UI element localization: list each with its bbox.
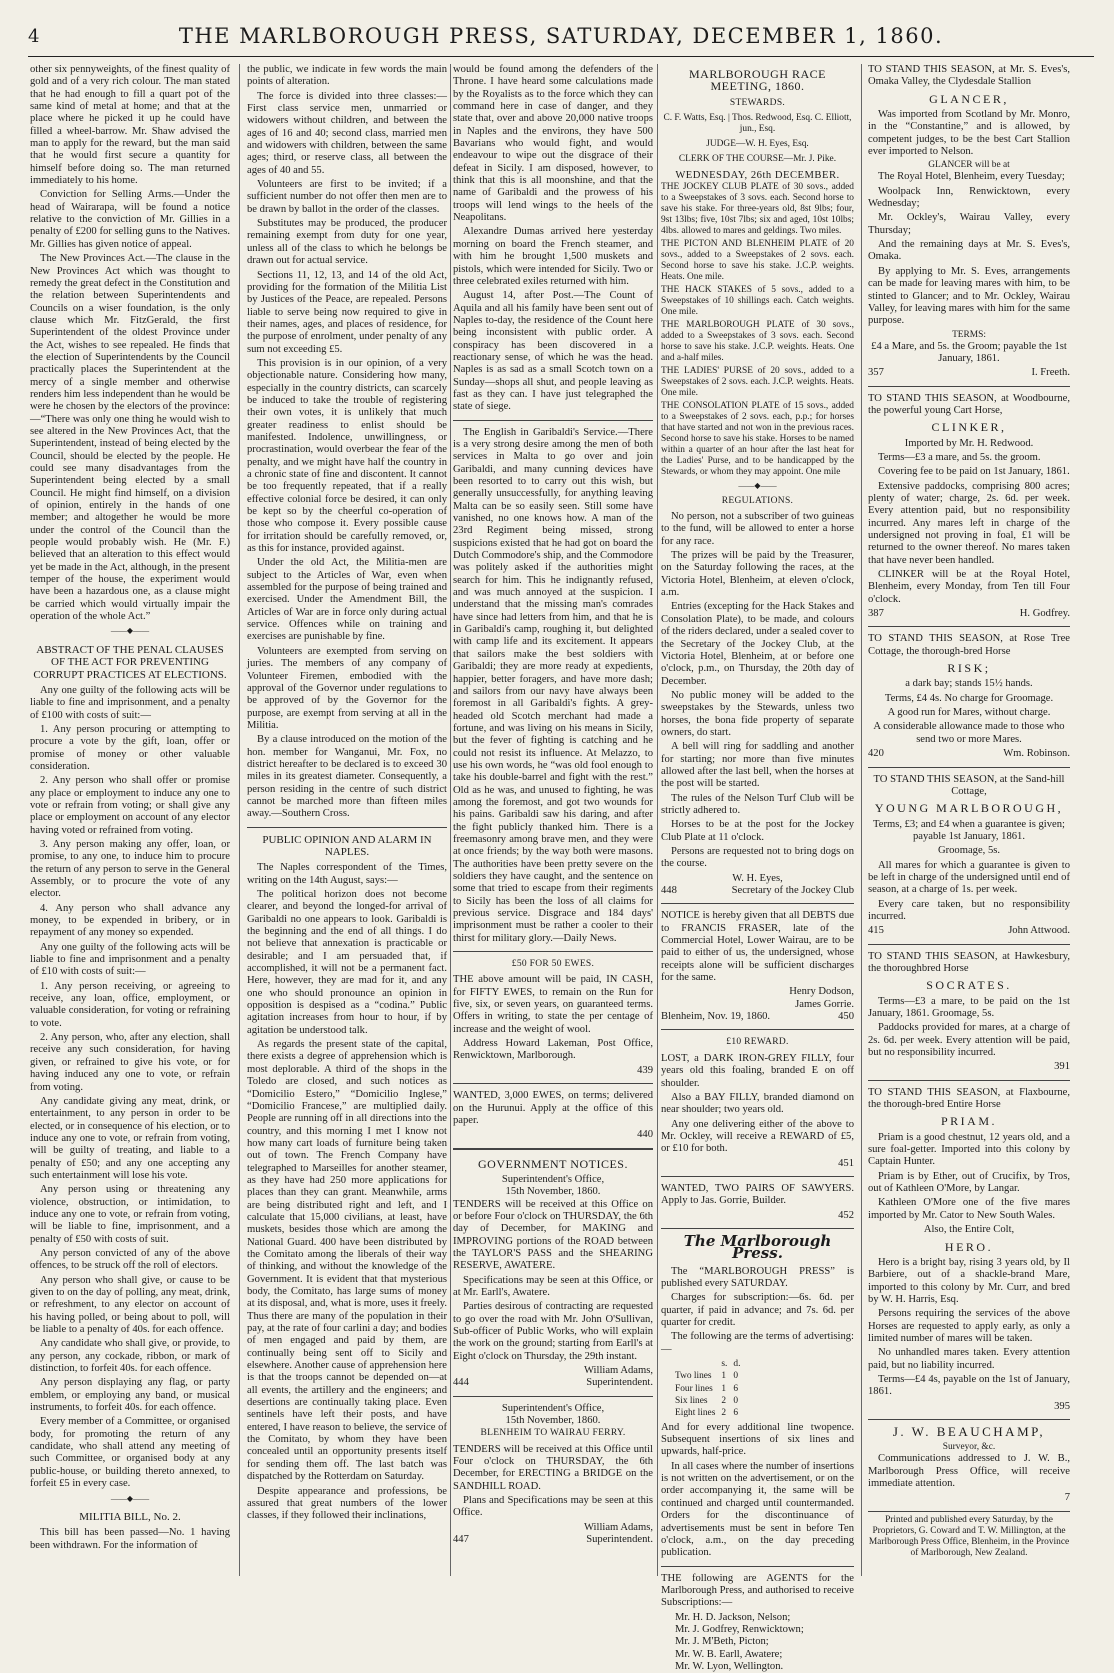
advert-footer <box>868 925 1070 937</box>
advert-heading: £10 REWARD. <box>726 1037 789 1048</box>
paragraph: Every member of a Committee, or organised body, for promoting the return of any candidate, who shall attend any meeting of such Committee, or organised body at any public-house, or building thereto annexed, to forfeit £5 in every case. <box>30 1416 230 1490</box>
paragraph: Imported by Mr. H. Redwood. <box>904 437 1034 449</box>
table-row <box>675 1395 746 1407</box>
advert-footer <box>868 608 1070 620</box>
advert-footer <box>868 367 1070 379</box>
horse-name: RISK; <box>947 661 991 676</box>
separator <box>868 386 1070 387</box>
separator <box>453 1148 653 1152</box>
paragraph: 2. Any person, who, after any election, shall receive any such consideration, for having given, or refrained to give his vote, or for having induced any one to vote, or refrain from voting. <box>30 1032 230 1093</box>
notice-body: TENDERS will be received at this Office until Four o'clock on THURSDAY, the 6th December, for ERECTING a BRIDGE on the SANDHILL ROAD. <box>453 1443 653 1492</box>
paragraph: In all cases where the number of insertions is not written on the advertisement, or on the order accompanying it, the same will be continued and charged until countermanded. Orders for the discontinuance of advertisements must be sent in before Ten o'clock, a.m., on the day preceding publication. <box>661 1460 854 1559</box>
paragraph: And the remaining days at Mr. S. Eves's, Omaka. <box>868 239 1070 263</box>
advert-intro: TO STAND THIS SEASON, at Hawkesbury, the thoroughbred Horse <box>868 950 1070 974</box>
advert-number: 440 <box>637 1129 653 1141</box>
rate-shillings: 2 <box>721 1408 727 1419</box>
judge-line: JUDGE—W. H. Eyes, Esq. <box>706 139 809 150</box>
notice-role: Superintendent. <box>586 1534 653 1546</box>
race-day: WEDNESDAY, 26th DECEMBER. <box>675 170 840 182</box>
horse-name: CLINKER, <box>931 420 1007 435</box>
paragraph: The following are the terms of advertising:— <box>661 1331 854 1355</box>
advert-body: NOTICE is hereby given that all DEBTS due to FRANCIS FRASER, late of the Commercial Hotel, Lower Wairau, are to be paid to either of us, the undersigned, whose receipts alone will be sufficient discharges for the same. <box>661 910 854 984</box>
clerk-line: CLERK OF THE COURSE—Mr. J. Pike. <box>678 154 837 165</box>
notice-office: Superintendent's Office, <box>501 1173 605 1185</box>
separator <box>453 1083 653 1084</box>
paragraph: A good run for Mares, without charge. <box>887 707 1051 719</box>
advert-date: Blenheim, Nov. 19, 1860. <box>661 1011 771 1023</box>
paragraph: Hero is a bright bay, rising 3 years old, by Il Barbiere, out of a shackle-brand Mare, imported to this colony by Mr. Curr, and bred by W. H. Harris, Esq. <box>868 1256 1070 1305</box>
advert-body: WANTED, TWO PAIRS OF SAWYERS. Apply to Jas. Gorrie, Builder. <box>661 1182 854 1207</box>
paragraph: And for every additional line twopence. Subsequent insertions of six lines and upwards, half-price. <box>661 1421 854 1458</box>
advert-body: WANTED, 3,000 EWES, on terms; delivered on the Hurunui. Apply at the office of this paper. <box>453 1090 653 1126</box>
paragraph: Priam is by Ether, out of Crucifix, by Tros, out of Kathleen O'More, by Langar. <box>868 1170 1070 1195</box>
regulations-heading: REGULATIONS. <box>721 495 794 506</box>
regulation: The rules of the Nelson Turf Club will be strictly adhered to. <box>661 792 854 816</box>
paragraph: Any person displaying any flag, or party emblem, or employing any band, or musical instruments, to forfeit 40s. for each offence. <box>30 1377 230 1414</box>
advert-body: Also a BAY FILLY, branded diamond on near shoulder; two years old. <box>661 1091 854 1116</box>
paragraph: Any one guilty of the following acts will be liable to fine and imprisonment, and a penalty of £100 with costs of suit:— <box>30 684 230 721</box>
separator <box>453 951 653 952</box>
page-header <box>28 18 1094 57</box>
regulation: The prizes will be paid by the Treasurer, on the Saturday following the races, at the Victoria Hotel, Blenheim, at eleven o'clock, a.m. <box>661 550 854 599</box>
signatory-role: Secretary of the Jockey Club <box>731 885 854 897</box>
page-number: 4 <box>28 26 40 47</box>
signature: I. Freeth. <box>1031 367 1070 379</box>
separator <box>453 420 653 421</box>
advert-number: 451 <box>838 1157 854 1169</box>
paragraph: Extensive paddocks, comprising 800 acres; plenty of water; charge, 2s. 6d. per week. Every attention paid, but no responsibility incurred. Any mares left in charge of the undersigned not proving in foal, £1 will be returned to the owner thereof. No mares taken that have never been handled. <box>868 480 1070 566</box>
column-rule <box>861 64 862 1576</box>
paragraph: 1. Any person procuring or attempting to procure a vote by the gift, loan, offer or promise of money or other valuable consideration. <box>30 723 230 772</box>
article-title: ABSTRACT OF THE PENAL CLAUSES OF THE ACT FOR PREVENTING CORRUPT PRACTICES AT ELECTIONS. <box>33 643 227 681</box>
advert-intro: TO STAND THIS SEASON, at Rose Tree Cottage, the thorough-bred Horse <box>868 633 1070 657</box>
notice-footer <box>453 1534 653 1546</box>
paragraph: a dark bay; stands 15½ hands. <box>905 678 1033 690</box>
paragraph: THE following are AGENTS for the Marlborough Press, and authorised to receive Subscriptions:— <box>661 1572 854 1609</box>
signature: Wm. Robinson. <box>1003 748 1070 760</box>
separator <box>661 1228 854 1229</box>
horse-name: GLANCER, <box>929 91 1009 106</box>
paragraph: 2. Any person who shall offer or promise any place or employment to induce any one to vote or refrain from voting; or shall give any place or employment on account of any elector having voted or refrained from voting. <box>30 775 230 836</box>
advert-number: 448 <box>661 885 677 897</box>
agent-item: Mr. H. D. Jackson, Nelson; <box>675 1611 791 1623</box>
advert-number: 452 <box>838 1209 854 1221</box>
section-title: GOVERNMENT NOTICES. <box>478 1156 628 1171</box>
agent-item: Mr. J. M'Beth, Picton; <box>675 1636 769 1648</box>
separator <box>868 1080 1070 1081</box>
regulation: No person, not a subscriber of two guineas to the fund, will be allowed to enter a horse for any race. <box>661 511 854 547</box>
advert-body: THE above amount will be paid, IN CASH, for FIFTY EWES, to remain on the Run for five, six, or seven years, on guaranteed terms. Offers in writing, to state the per centage of increase and the weight of wool. <box>453 974 653 1035</box>
separator <box>868 767 1070 768</box>
rate-shillings: 2 <box>721 1396 727 1407</box>
paragraph: Conviction for Selling Arms.—Under the head of Wairarapa, will be found a notice relative to the conviction of Mr. Gillies in a penalty of £200 for selling guns to the Natives. Mr. Gillies has given notice of appeal. <box>30 189 230 250</box>
masthead: THE MARLBOROUGH PRESS, SATURDAY, DECEMBER 1, 1860. <box>178 24 944 48</box>
advert-number: 439 <box>637 1064 653 1076</box>
paragraph: 3. Any person making any offer, loan, or promise, to any one, to induce him to procure the return of any person to serve in the General Assembly, or to procure the vote of any elector. <box>30 838 230 900</box>
advert-body: LOST, a DARK IRON-GREY FILLY, four years old this foaling, branded E on off shoulder. <box>661 1052 854 1089</box>
paragraph: Kathleen O'More one of the five mares imported by Mr. Cator to New South Wales. <box>868 1197 1070 1221</box>
advert-footer <box>661 885 854 897</box>
separator <box>868 626 1070 627</box>
paragraph: Any person convicted of any of the above offences, to be struck off the roll of electors. <box>30 1247 230 1272</box>
paragraph: Priam is a good chestnut, 12 years old, and a sure foal-getter. Imported into this colony by Captain Hunter. <box>868 1131 1070 1168</box>
separator <box>868 944 1070 945</box>
advert-number: 391 <box>1054 1061 1070 1073</box>
advertiser-role: Surveyor, &c. <box>942 1442 996 1453</box>
printer-imprint: Printed and published every Saturday, by the Proprietors, G. Coward and T. W. Millington, at the Marlborough Press Office, Blenheim, in the Province of Marlborough, New Zealand. <box>868 1511 1070 1559</box>
paragraph: Terms, £3; and £4 when a guarantee is given; payable 1st January, 1861. <box>873 818 1065 842</box>
article-title: MILITIA BILL, No. 2. <box>79 1510 181 1523</box>
column-rule <box>657 64 658 1576</box>
paragraph: A considerable allowance made to those who send two or more Mares. <box>873 721 1065 745</box>
advert-heading: £50 FOR 50 EWES. <box>511 959 595 970</box>
agent-item: Mr. J. Godfrey, Renwicktown; <box>675 1623 804 1635</box>
notice-body: Specifications may be seen at this Office, or at Mr. Earll's, Awatere. <box>453 1274 653 1298</box>
advert-footer <box>868 748 1070 760</box>
paragraph: Paddocks provided for mares, at a charge of 2s. 6d. per week. Every attention will be paid, but no responsibility incurred. <box>868 1022 1070 1059</box>
paragraph: Mr. Ockley's, Wairau Valley, every Thursday; <box>868 212 1070 236</box>
rate-shillings: 1 <box>721 1383 727 1394</box>
paragraph: Charges for subscription:—6s. 6d. per quarter, if paid in advance; and 7s. 6d. per quarter for credit. <box>661 1292 854 1328</box>
paragraph: CLINKER will be at the Royal Hotel, Blenheim, every Monday, from Ten till Four o'clock. <box>868 569 1070 605</box>
race-entry: THE LADIES' PURSE of 20 sovs., added to a Sweepstakes of 2 sovs. each. J.C.P. weights. Heats. One mile. <box>661 366 854 399</box>
notice-date: 15th November, 1860. <box>505 1186 601 1198</box>
regulation: No public money will be added to the sweepstakes by the Stewards, unless two horses, the bona fide property of separate owners, do start. <box>661 689 854 738</box>
paragraph: Covering fee to be paid on 1st January, 1861. <box>878 466 1070 478</box>
paragraph: the public, we indicate in few words the main points of alteration. <box>247 64 447 88</box>
paragraph: The political horizon does not become clearer, and beyond the longed-for arrival of Garibaldi no one appears to look. Garibaldi is the beginning and the end of all things. I do not believe that annexation is practicable or desirable; and I am persuaded that, if accomplished, it will not be a permanent fact. Here, however, they are mad for it, and any one who should pronounce an opinion in opposition is despised as a “codina.” Public agitation increases from hour to hour, if by agitation be understood talk. <box>247 889 447 1036</box>
advert-number: 450 <box>838 1011 854 1023</box>
horse-name: PRIAM. <box>940 1114 997 1129</box>
race-entry: THE PICTON AND BLENHEIM PLATE of 20 sovs., added to a Sweepstakes of 2 sovs. each. Second horse to save his stake. J.C.P. weights. Heats. One mile. <box>661 239 854 283</box>
paragraph: Was imported from Scotland by Mr. Monro, in the “Constantine,” and is allowed, by competent judges, to be the best Cart Stallion ever imported to Nelson. <box>868 109 1070 158</box>
notice-date: 15th November, 1860. <box>505 1415 601 1427</box>
agent-item: Mr. W. B. Earll, Awatere; <box>675 1648 783 1660</box>
column-5 <box>868 64 1070 1574</box>
signature: Henry Dodson, <box>789 986 854 998</box>
signature: John Attwood. <box>1008 925 1070 937</box>
advert-footer <box>661 1011 854 1023</box>
separator <box>661 903 854 904</box>
race-meeting-title: MARLBOROUGH RACE MEETING, 1860. <box>688 67 826 94</box>
horse-name: SOCRATES. <box>926 978 1012 993</box>
notice-role: Superintendent. <box>586 1377 653 1389</box>
column-rule <box>450 64 451 1576</box>
paragraph: Any person using or threatening any violence, obstruction, or intimidation, to induce any one to vote, or refrain from voting, will be liable to fine, imprisonment, and a penalty of £50 with costs of suit. <box>30 1184 230 1245</box>
paragraph: 1. Any person receiving, or agreeing to receive, any loan, office, employment, or valuable consideration, for voting or refraining to vote. <box>30 980 230 1029</box>
stewards-list: C. F. Watts, Esq. | Thos. Redwood, Esq. C. Elliott, jun., Esq. <box>663 113 852 135</box>
paragraph: The Naples correspondent of the Times, writing on the 14th August, says:— <box>247 862 447 886</box>
paragraph: 4. Any person who shall advance any money, to be expended in bribery, or in repayment of any money so expended. <box>30 902 230 939</box>
advert-body: Any one delivering either of the above to Mr. Ockley, will receive a REWARD of £5, or £10 for both. <box>661 1118 854 1155</box>
advert-address: Address Howard Lakeman, Post Office, Renwicktown, Marlborough. <box>453 1038 653 1062</box>
advert-number: 415 <box>868 925 884 937</box>
regulation: Persons are requested not to bring dogs on the course. <box>661 846 854 870</box>
press-title: The Marlborough Press. <box>683 1231 832 1263</box>
paragraph: This provision is in our opinion, of a very objectionable nature. Considering how many, especially in the country districts, can scarcely be induced to take the trouble of registering their own votes, it is unlikely that much greater readiness to enlist should be manifested. Indolence, unwillingness, or procrastination, would overbear the fear of the penalty, and we might have half the country in a chronic state of fine and discontent. It cannot be too frequently repeated, that if a really effective colonial force be desired, it can only be kept so by the cheerful co-operation of those who compose it. Every possible cause for irritation should be carefully removed, or, as this for instance, provided against. <box>247 357 447 555</box>
paragraph: By a clause introduced on the motion of the hon. member for Wanganui, Mr. Fox, no district hereafter to be declared is to exceed 30 miles in its greatest diameter. Consequently, a person residing in the centre of such district cannot be marched more than fifteen miles away.—Southern Cross. <box>247 734 447 820</box>
table-row <box>675 1383 746 1395</box>
notice-body: Parties desirous of contracting are requested to go over the road with Mr. John O'Sullivan, Sub-officer of Public Works, who will explain the work on the ground; starting from Earll's at Eight o'clock on Thursday, the 29th instant. <box>453 1301 653 1362</box>
paragraph: The “MARLBOROUGH PRESS” is published every SATURDAY. <box>661 1265 854 1289</box>
notice-signature: William Adams, <box>583 1365 653 1377</box>
paragraph: Any candidate who shall give, or provide, to any person, any cockade, ribbon, or mark of distinction, to forfeit 40s. for each offence. <box>30 1338 230 1375</box>
column-header: s. <box>721 1359 728 1370</box>
paragraph: Woolpack Inn, Renwicktown, every Wednesday; <box>868 185 1070 210</box>
paragraph: Any one guilty of the following acts will be liable to fine and imprisonment and a penalty of £10 with costs of suit:— <box>30 941 230 978</box>
paragraph: Terms—£3 a mare, and 5s. the groom. <box>878 451 1041 463</box>
separator: ——◆—— <box>738 481 777 491</box>
advert-number: 357 <box>868 367 884 379</box>
paragraph: Under the old Act, the Militia-men are subject to the Articles of War, even when assembled for the purpose of being trained and exercised. Under the Amendment Bill, the Articles of War are in force only during actual service. Offences while on training and exercises are punishable by fine. <box>247 557 447 643</box>
column-rule <box>239 64 240 1576</box>
rate-label: Six lines <box>675 1396 708 1407</box>
separator: ——◆—— <box>110 626 150 636</box>
paragraph: August 14, after Post.—The Count of Aquila and all his family have been sent out of Naples to-day, the residence of the Count here being inconsistent with public order. A conspiracy has been discovered in a reactionary sense, of which he was the head. Naples is as sad as a small Scotch town on a Sunday—shops all shut, and people leaving as fast as they can. I have just telegraphed the state of siege. <box>453 290 653 413</box>
paragraph: Terms—£3 a mare, to be paid on the 1st January, 1861. Groomage, 5s. <box>868 995 1070 1019</box>
paragraph: Terms—£4 4s, payable on the 1st of January, 1861. <box>868 1373 1070 1398</box>
paragraph: other six pennyweights, of the finest quality of gold and of a very rich colour. The man stated that he had enough to fill a quart pot of the same kind of metal at home; and that at the place where he picked it up he could have filled a wheel-barrow. Mr. Shaw advised the man to apply for the reward, but the man said that he would first secure a quantity for himself before doing so. The man returned immediately to his home. <box>30 64 230 187</box>
signature: James Gorrie. <box>795 998 854 1010</box>
rate-pence: 0 <box>733 1396 739 1407</box>
paragraph: £4 a Mare, and 5s. the Groom; payable the 1st January, 1861. <box>871 340 1067 364</box>
advert-number: 395 <box>1054 1400 1070 1412</box>
paragraph: would be found among the defenders of the Throne. I have heard some calculations made by the Royalists as to the force which they can command here in case of danger, and they state that, over and above 20,000 native troops in Naples and the environs, they have 500 Bavarians who would fight, and would endeavour to wipe out the disgrace of their defeat in Sicily. I am disposed, however, to think that this is all moonshine, and that the name of Garibaldi and the prowess of his troops will lend wings to the heels of the Neapolitans. <box>453 64 653 224</box>
signature: W. H. Eyes, <box>732 872 783 884</box>
paragraph: Any candidate giving any meat, drink, or entertainment, to any person in order to be elected, or in consequence of his election, or to induce any one to vote, or refrain from voting, will be guilty of treating, and liable to a penalty of £50; and any one accepting any such entertainment will lose his vote. <box>30 1095 230 1181</box>
regulation: Horses to be at the post for the Jockey Club Plate at 11 o'clock. <box>661 819 854 843</box>
rate-shillings: 1 <box>721 1371 727 1382</box>
article-title: PUBLIC OPINION AND ALARM IN NAPLES. <box>262 833 432 858</box>
advert-intro: TO STAND THIS SEASON, at Woodbourne, the powerful young Cart Horse, <box>868 392 1070 416</box>
stewards-heading: STEWARDS. <box>729 97 786 108</box>
paragraph: The force is divided into three classes:—First class service men, unmarried or widowers without children, and between the ages of 16 and 40; second class, married men and widowers with children, between the same ages; third, or reserve class, all between the ages of 40 and 55. <box>247 90 447 176</box>
paragraph: The New Provinces Act.—The clause in the New Provinces Act which was thought to remedy the great defect in the Constitution and the relation between Superintendents and Councils on a wiser foundation, is the only clause which Mr. FitzGerald, the first Superintendent of the oldest Province under the Act, wishes to see repealed. He finds that the election of Superintendents by the Council practically places the Superintendent at the mercy of a single member and otherwise renders him less independent than he would be were he chosen by the electors of the province:—“There was only one thing he would wish to see altered in the New Provinces Act, that the Superintendent, instead of being elected by the Council, should be elected by the people. He could see many disadvantages from the Superintendent being elected by a small Council. He might find himself, on a division of opinion, entirely in the hands of one member; and altogether he would be more under the control of the Council than the people would probably wish. He (Mr. F.) believed that an alteration to this effect would yet be made in the Act, although, in the present temper of the house, the experiment would have been a hazardous one, as a clause might be carried which would virtually impair the operation of the whole Act.” <box>30 253 230 623</box>
signature: H. Godfrey. <box>1019 608 1070 620</box>
regulation: Entries (excepting for the Hack Stakes and Consolation Plate), to be made, and colours of the riders declared, under a sealed cover to the Secretary of the Jockey Club, at the Victoria Hotel, Blenheim, at or before one o'clock, p.m., on Thursday, the 20th day of December. <box>661 601 854 687</box>
rate-pence: 6 <box>733 1383 739 1394</box>
agent-item: Mr. W. Lyon, Wellington. <box>675 1660 784 1672</box>
paragraph: Every care taken, but no responsibility incurred. <box>868 898 1070 922</box>
paragraph: By applying to Mr. S. Eves, arrangements can be made for leaving mares with him, to be stinted to Glancer; and to Mr. Ockley, Wairau Valley, for leaving mares with him for the same purpose. <box>868 265 1070 327</box>
paragraph: Terms, £4 4s. No charge for Groomage. <box>884 692 1054 704</box>
separator <box>868 1419 1070 1420</box>
table-row <box>675 1370 746 1382</box>
notice-signature: William Adams, <box>583 1521 653 1533</box>
paragraph: No unhandled mares taken. Every attention paid, but no liability incurred. <box>868 1347 1070 1371</box>
horse-name: YOUNG MARLBOROUGH, <box>874 801 1064 816</box>
paragraph: Also, the Entire Colt, <box>923 1224 1015 1236</box>
column-4 <box>661 64 854 1672</box>
regulation: A bell will ring for saddling and another for starting; nor more than five minutes allowed after the last bell, when the horses at the post will be started. <box>661 741 854 790</box>
paragraph: The Royal Hotel, Blenheim, every Tuesday; <box>878 171 1065 183</box>
race-entry: THE HACK STAKES of 5 sovs., added to a Sweepstakes of 10 shillings each. Catch weights. One mile. <box>661 285 854 318</box>
notice-footer <box>453 1377 653 1389</box>
paragraph: Volunteers are first to be invited; if a sufficient number do not offer then men are to be drawn by ballot in the order of the classes. <box>247 179 447 215</box>
paragraph: The English in Garibaldi's Service.—There is a very strong desire among the men of both services in Malta to go over and join Garibaldi, and many cunning devices have been resorted to to carry out this wish, but generally unsuccessfully, for anything leaving Malta can be so easily seen. Still some have vanished, no one knows how. A man of the 23rd Regiment being missed, strong suspicions existed that he had got on board the Dutch Commodore's ship, and the Commodore was politely asked if the authorities might search for him. This he indignantly refused, and was much annoyed at the suspicion. I understand that the missing man's comrades have since had letters from him, and that he is in Garibaldi's camp, roughing it, but delighted with camp life and its excitement. It appears that sailors make the best soldiers with Garibaldi; they are more ready at expedients, happier, better foragers, and have more dash; and sailors from our navy have always been foremost in all Garibaldi's fights. A grey-headed old Scotch merchant had made a fortune, and was living on his means in Sicily, but the fever of fighting is catching and he could not resist its influence. At Melazzo, to use his own words, he “was old fool enough to take his double-barrel and fight with the rest.” Old as he was, and unused to fighting, he was among the foremost, and got two wounds for his pains. Garibaldi saw his daring, and after the fight publicly thanked him. There is a freemasonry among brave men, and they were at once friends; by the way both were masons. The authorities have been pretty severe on the soldiers they have caught, and the sentence on some that tried to escape from their regiments to Sicily has been the loss of all claims for previous service. Disgrace and 184 days' imprisonment must be rather a cooler to their thirst for military glory.—Daily News. <box>453 426 653 944</box>
paragraph: Alexandre Dumas arrived here yesterday morning on board the French steamer, and with him he brought 1,500 muskets and pistols, which were intended for Sicily. Two or three celebrated exiles returned with him. <box>453 226 653 287</box>
column-3 <box>453 64 653 1574</box>
notice-body: TENDERS will be received at this Office on or before Four o'clock on THURSDAY, the 6th day of December, for MAKING and IMPROVING portions of the ROAD between the TAYLOR'S PASS and the SHEARING RESERVE, AWATERE. <box>453 1198 653 1272</box>
column-1 <box>30 64 230 1574</box>
advert-number: 444 <box>453 1377 469 1389</box>
paragraph: Groomage, 5s. <box>937 845 1001 857</box>
paragraph: Despite appearance and professions, be assured that great numbers of the lower classes, if they followed their inclinations, <box>247 1485 447 1522</box>
rate-label: Two lines <box>675 1371 712 1382</box>
subheading: TERMS: <box>952 329 986 340</box>
paragraph: As regards the present state of the capital, there exists a degree of apprehension which is most deplorable. A third of the shops in the Toledo are closed, and such notices as “Domicilio Estero,” “Domicilio Inglese,” “Domicilio Francese,” are multiplied daily. People are running off in all directions into the country, and this morning I met I know not how many cart loads of furniture being taken out of town. The French Company have telegraphed to Marseilles for another steamer, as they have had 250 more applications for places than they can grant. Meanwhile, arms are being distributed right and left, and I calculate that 15,000 civilians, at least, have muskets, besides those which are among the National Guard. 400 have been distributed by the Comitato among the liberals of their way of thinking, and without the knowledge of the Government. It is evident that that mysterious body, the Comitato, has large sums of money at its disposal, and, what is more, uses it freely. Thus there are many of the population in their pay, at the rate of four carlini a day; and bodies of men engaged and paid by them, are continually being sent off to Sicily and elsewhere. Another cause of apprehension here is that the troops cannot be depended on—at all events, the artillery and the engineers; and desertions are continually taking place. Even sentinels have left their posts, and have entered, I have reason to believe, the service of the Comitato, by whom they have been concealed until an opportunity presents itself for sending them off. The last batch was dispatched by the Rotterdam on Saturday. <box>247 1039 447 1483</box>
paragraph: Sections 11, 12, 13, and 14 of the old Act, providing for the formation of the Militia List by Justices of the Peace, are repealed. Persons liable to serve being now required to give in their names, ages, and places of residence, for the purpose of enrolment, under penalty of any sum not exceeding £5. <box>247 269 447 355</box>
rate-pence: 6 <box>733 1408 739 1419</box>
separator <box>453 1396 653 1397</box>
table-row <box>675 1407 746 1419</box>
separator <box>247 827 447 828</box>
column-2 <box>247 64 447 1574</box>
subheading: GLANCER will be at <box>928 160 1010 171</box>
paragraph: This bill has been passed—No. 1 having been withdrawn. For the information of <box>30 1527 230 1551</box>
paragraph: Communications addressed to J. W. B., Marlborough Press Office, will receive immediate attention. <box>868 1453 1070 1489</box>
notice-body: Plans and Specifications may be seen at this Office. <box>453 1495 653 1519</box>
advert-intro: TO STAND THIS SEASON, at the Sand-hill Cottage, <box>873 773 1065 797</box>
separator <box>661 1176 854 1177</box>
race-entry: THE JOCKEY CLUB PLATE of 30 sovs., added to a Sweepstakes of 3 sovs. each. Second horse to save his stake. For three-years old, 8st 9lbs; four, 9st 13lbs; five, 10st 7lbs; six and aged, 10st 10lbs; 4lbs. allowed to mares and geldings. Two miles. <box>661 182 854 237</box>
table-header-row <box>675 1358 746 1370</box>
advert-number: 447 <box>453 1534 469 1546</box>
rate-label: Four lines <box>675 1383 713 1394</box>
race-entry: THE MARLBOROUGH PLATE of 30 sovs., added to a Sweepstakes of 3 sovs. each. Second horse to save his stake. J.C.P. weights. Heats. One and a-half miles. <box>661 320 854 364</box>
advert-number: 420 <box>868 748 884 760</box>
notice-heading: BLENHEIM TO WAIRAU FERRY. <box>480 1428 626 1439</box>
horse-name: HERO. <box>944 1239 994 1254</box>
paragraph: All mares for which a guarantee is given to be left in charge of the undersigned until end of season, at a charge of 1s. per week. <box>868 859 1070 896</box>
separator: ——◆—— <box>110 1493 150 1503</box>
separator <box>661 1566 854 1567</box>
rate-pence: 0 <box>733 1371 739 1382</box>
advert-intro: TO STAND THIS SEASON, at Flaxbourne, the thorough-bred Entire Horse <box>868 1086 1070 1111</box>
advert-intro: TO STAND THIS SEASON, at Mr. S. Eves's, Omaka Valley, the Clydesdale Stallion <box>868 64 1070 88</box>
advertising-rates-table <box>675 1358 746 1420</box>
advert-number: 387 <box>868 608 884 620</box>
separator <box>661 1029 854 1030</box>
rate-label: Eight lines <box>675 1408 716 1419</box>
paragraph: Substitutes may be produced, the producer remaining exempt from duty for one year, unless all of the class to which he belongs be drawn out for actual service. <box>247 218 447 267</box>
advertiser-name: J. W. BEAUCHAMP, <box>892 1423 1046 1439</box>
race-entry: THE CONSOLATION PLATE of 15 sovs., added to a Sweepstakes of 2 sovs. each, p.p.; for horses that have started and not won in the previous races. Second horse to save his stake. Horses to be named within a quarter of an hour after the last heat for the Ladies' Purse, and to be handicapped by the Stewards, or whom they may appoint. One mile <box>661 401 854 478</box>
paragraph: Volunteers are exempted from serving on juries. The members of any company of Volunteer Firemen, embodied with the approval of the Governor under regulations to be approved of by the Governor for the purpose, are exempt from serving at all in the Militia. <box>247 645 447 731</box>
paragraph: Persons requiring the services of the above Horses are requested to apply early, as only a limited number of mares will be taken. <box>868 1308 1070 1344</box>
notice-office: Superintendent's Office, <box>501 1402 605 1414</box>
advert-number: 7 <box>1064 1492 1070 1504</box>
paragraph: Any person who shall give, or cause to be given to on the day of polling, any meat, drink, or refreshment, to any elector on account of his having polled, or being about to poll, will be liable to a penalty of 40s. for each offence. <box>30 1274 230 1336</box>
column-header: d. <box>733 1359 741 1370</box>
